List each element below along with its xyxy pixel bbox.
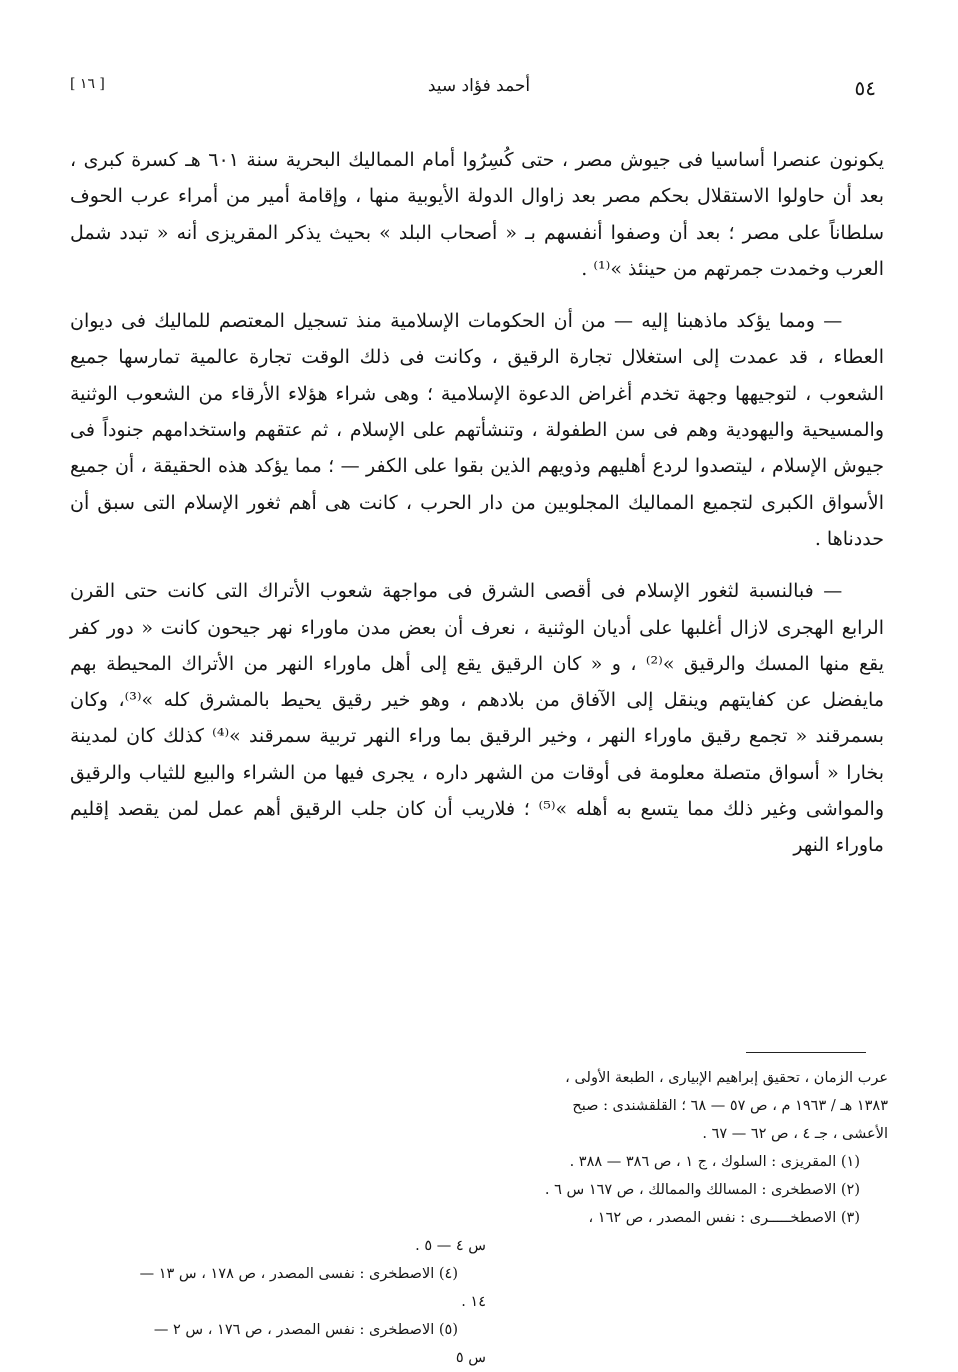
footnote-rule — [746, 1052, 866, 1053]
main-text — [70, 142, 884, 880]
paragraph-1: يكونون عنصرا أساسيا فى جيوش مصر ، حتى كُسِرُوا أمام المماليك البحرية سنة ٦٠١ هـ كسرة كبرى ، بعد أن حاولوا الاستقلال بحكم مصر بعد زاوال الدولة الأيوبية منها ، وإقامة أمير من أمراء عرب الحوف سلطاناً على مصر ؛ بعد أن وصفوا أنفسهم بـ « أصحاب البلد » بحيث يذكر المقريزى أنه « تبدد شمل العرب وخمدت جمرتهم من حينئذ »⁽¹⁾ . — [70, 149, 884, 280]
footnote-4: (٤) الاصطخرى : نفسى المصدر ، ص ١٧٨ ، س ١٣ — — [139, 1266, 458, 1282]
footnote-line: عرب الزمان ، تحقيق إبراهيم الإبيارى ، الطبعة الأولى ، — [565, 1070, 888, 1086]
footnote-line: س ٤ — ٥ . — [415, 1238, 486, 1254]
footnotes — [74, 1064, 888, 1372]
paragraph-2: — ومما يؤكد ماذهبنا إليه — من أن الحكومات الإسلامية منذ تسجيل المعتصم للماليك فى ديوان العطاء ، قد عمدت إلى استغلال تجارة الرقيق ، وكانت فى ذلك الوقت تجارة عالمية تمارسها جميع الشعوب ، لتوجيهها وجهة تخدم أغراض الدعوة الإسلامية ؛ وهى شراء هؤلاء الأرقاء من الشعوب الوثنية والمسيحية واليهودية وهم فى سن الطفولة ، وتنشأتهم على الإسلام ، ثم عتقهم واستخدامهم جنوداً فى جيوش الإسلام ، ليتصدوا لردع أهليهم وذويهم الذين بقوا على الكفر — ؛ مما يؤكد هذه الحقيقة ، أن جميع الأسواق الكبرى لتجميع المماليك المجلوبين من دار الحرب ، كانت هى أهم ثغور الإسلام التى سبق أن حددناها . — [70, 310, 884, 550]
page-header — [70, 76, 888, 104]
footnote-line: س ٥ — [455, 1350, 486, 1366]
running-head-ref: [ ١٦ ] — [70, 76, 105, 92]
footnote-line: الأعشى ، جـ ٤ ، ص ٦٢ — ٦٧ . — [702, 1126, 888, 1142]
footnote-line: ١٣٨٣ هـ / ١٩٦٣ م ، ص ٥٧ — ٦٨ ؛ القلقشندى : صبح — [572, 1098, 888, 1114]
running-head-author: أحمد فؤاد سيد — [427, 76, 531, 96]
page-number: ٥٤ — [854, 76, 876, 100]
footnote-5: (٥) الاصطخرى : نفس المصدر ، ص ١٧٦ ، س ٢ — — [153, 1322, 458, 1338]
footnotes-right-column — [470, 1064, 888, 1232]
paragraph-3: — فبالنسبة لثغور الإسلام فى أقصى الشرق فى مواجهة شعوب الأتراك التى كانت حتى القرن الرابع الهجرى لازال أغلبها على أديان الوثنية ، نعرف أن بعض مدن ماوراء نهر جيحون كانت « دور كفر يقع منها المسك والرقيق »⁽²⁾ ، و « كان الرقيق يقع إلى أهل ماوراء النهر من الأتراك المحيطة بهم مايفضل عن كفايتهم وينقل إلى الآفاق من بلادهم ، وهو خير رقيق يحيط بالمشرق كله »⁽³⁾، وكان بسمرقند « تجمع رقيق ماوراء النهر ، وخير الرقيق بما وراء النهر تربية سمرقند »⁽⁴⁾ كذلك كان لمدينة بخارا « أسواق متصلة معلومة فى أوقات من الشهر داره ، يجرى فيها من الشراء والبيع للثياب والرقيق والمواشى وغير ذلك مما يتسع به أهله »⁽⁵⁾ ؛ فلاريب أن كان جلب الرقيق أهم عمل لمن يقصد إقليم ماوراء النهر — [70, 580, 885, 857]
footnote-1: (١) المقريزى : السلوك ، ج ١ ، ص ٣٨٦ — ٣٨٨ . — [569, 1154, 860, 1170]
footnote-3: (٣) الاصطخـــــرى : نفس المصدر ، ص ١٦٢ ، — [588, 1210, 860, 1226]
footnote-line: ١٤ . — [461, 1294, 486, 1310]
footnotes-left-column — [74, 1232, 486, 1372]
footnote-2: (٢) الاصطخرى : المسالك والممالك ، ص ١٦٧ س ٦ . — [544, 1182, 860, 1198]
